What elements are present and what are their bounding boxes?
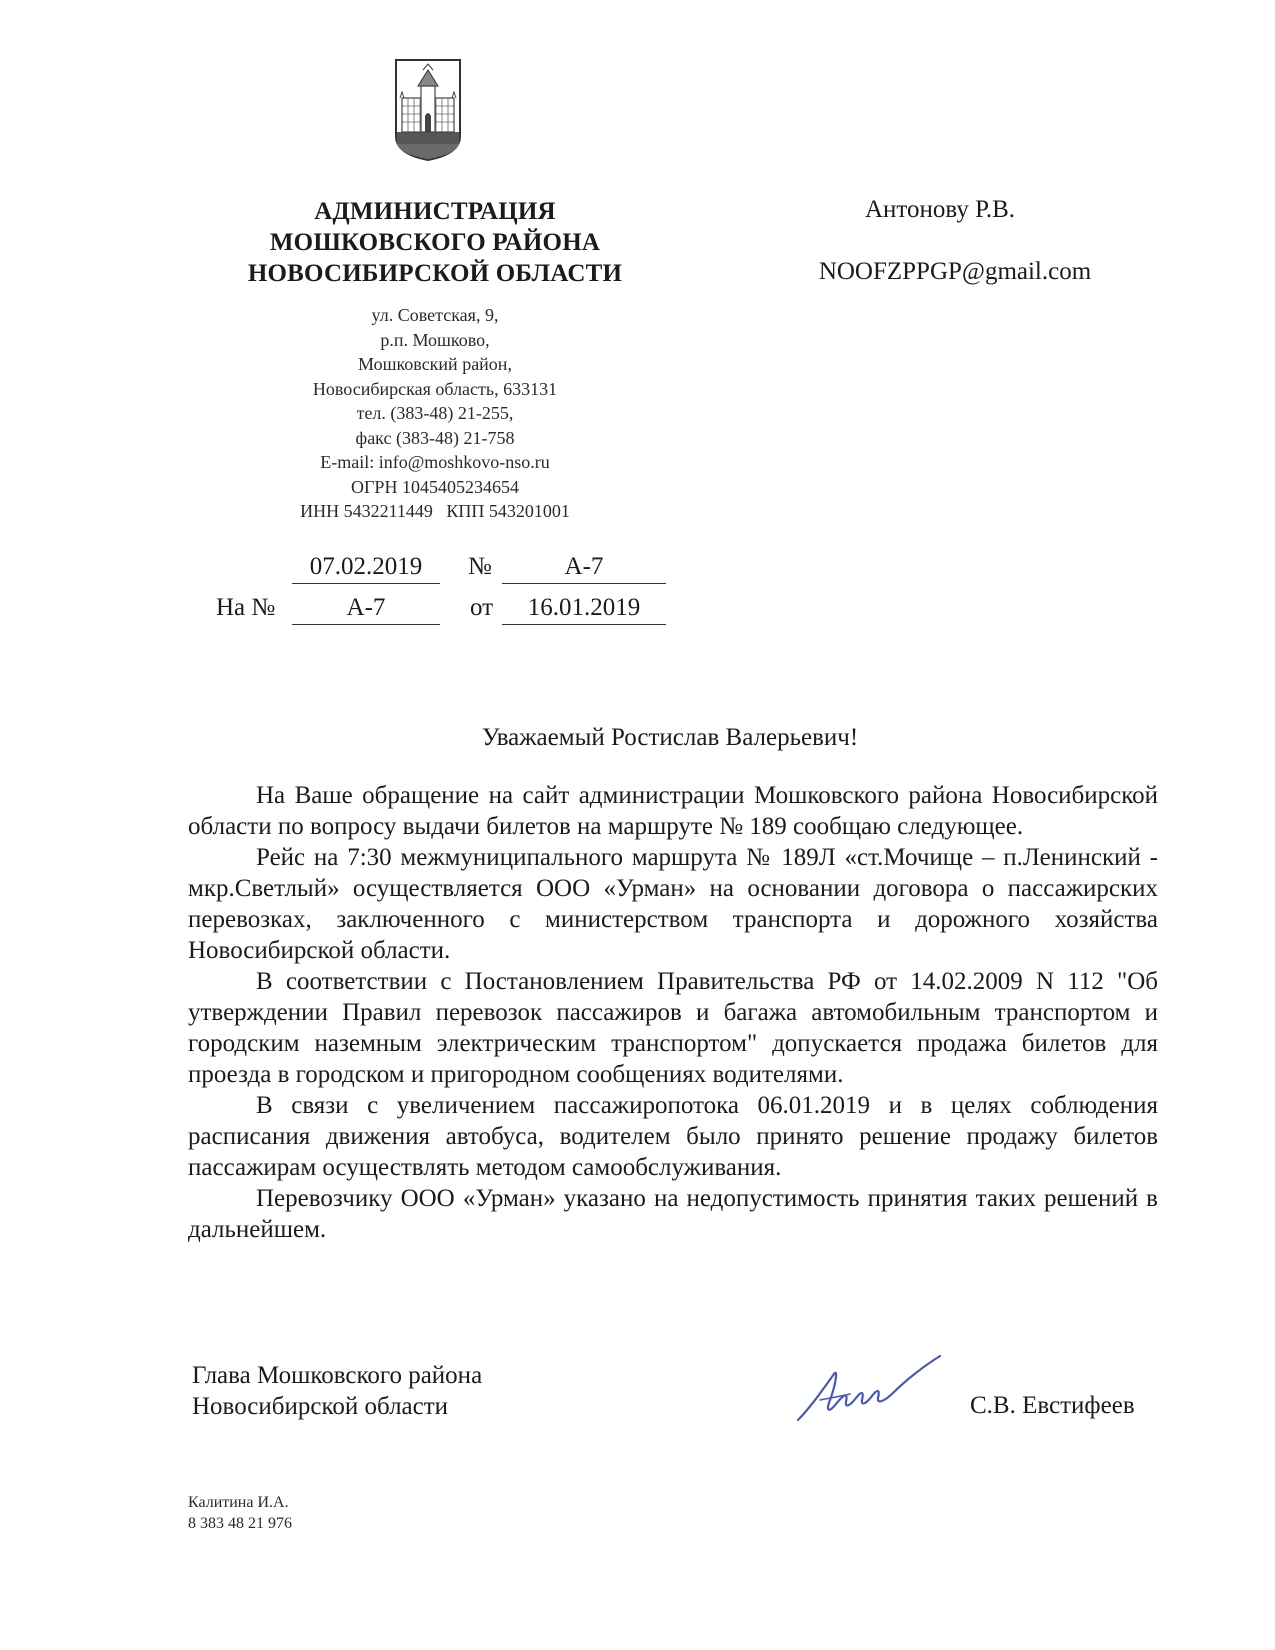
address-ogrn: ОГРН 1045405234654 [351,476,519,497]
address-district: Мошковский район, [358,354,512,374]
reply-number-field: А-7 [292,593,440,625]
letter-body [188,780,1158,1245]
signatory-position-line: Глава Мошковского района [192,1362,483,1389]
addressee-name: Антонову Р.В. [864,196,1016,223]
organization-name [215,196,655,289]
organization-address [245,303,625,524]
body-paragraph: На Ваше обращение на сайт администрации Мошковского района Новосибирской области по вопросу выдачи билетов на маршруте № 189 сообщаю следующее. [188,782,1158,840]
address-inn-kpp: ИНН 5432211449 КПП 543201001 [300,501,570,521]
salutation: Уважаемый Ростислав Валерьевич! [481,724,859,751]
signer-name: С.В. Евстифеев [970,1392,1135,1419]
signatory-position [192,1360,482,1422]
reply-date-field: 16.01.2019 [502,593,666,625]
addressee-email: NOOFZPPGP@gmail.com [818,258,1092,285]
signatory-position-line: Новосибирской области [192,1393,449,1420]
address-fax: факс (383-48) 21-758 [355,427,515,448]
address-phone: тел. (383-48) 21-255, [356,403,514,423]
from-label: от [470,594,494,621]
handwritten-signature-icon [790,1348,950,1428]
address-street: ул. Советская, 9, [371,305,499,325]
address-email: E-mail: info@moshkovo-nso.ru [320,452,550,472]
address-settlement: р.п. Мошково, [380,329,490,350]
executor-name: Калитина И.А. [188,1494,289,1511]
body-paragraph: В соответствии с Постановлением Правительства РФ от 14.02.2009 N 112 "Об утверждении Правил перевозок пассажиров и багажа автомобильным транспортом и городским наземным электрическим транспортом" допускается продажа билетов для проезда в городском и пригородном сообщениях водителями. [188,968,1158,1088]
outgoing-number-field: А-7 [502,552,666,584]
executor-info [188,1492,292,1534]
number-label: № [468,553,492,580]
organization-line: НОВОСИБИРСКОЙ ОБЛАСТИ [247,260,623,287]
address-region: Новосибирская область, 633131 [312,378,558,399]
body-paragraph: В связи с увеличением пассажиропотока 06.01.2019 и в целях соблюдения расписания движения автобуса, водителем было принято решение продажу билетов пассажирам осуществлять методом самообслуживания. [188,1092,1158,1181]
body-paragraph: Рейс на 7:30 межмуниципального маршрута № 189Л «ст.Мочище – п.Ленинский - мкр.Светлый» осуществляется ООО «Урман» на основании договора о пассажирских перевозках, заключенного с министерством транспорта и дорожного хозяйства Новосибирской области. [188,844,1158,964]
executor-phone: 8 383 48 21 976 [188,1515,292,1532]
reply-number-label: На № [216,594,276,621]
organization-line: МОШКОВСКОГО РАЙОНА [269,229,601,256]
organization-line: АДМИНИСТРАЦИЯ [314,198,556,225]
outgoing-date-field: 07.02.2019 [292,552,440,584]
coat-of-arms-icon [394,58,462,162]
body-paragraph: Перевозчику ООО «Урман» указано на недопустимость принятия таких решений в дальнейшем. [188,1185,1158,1243]
